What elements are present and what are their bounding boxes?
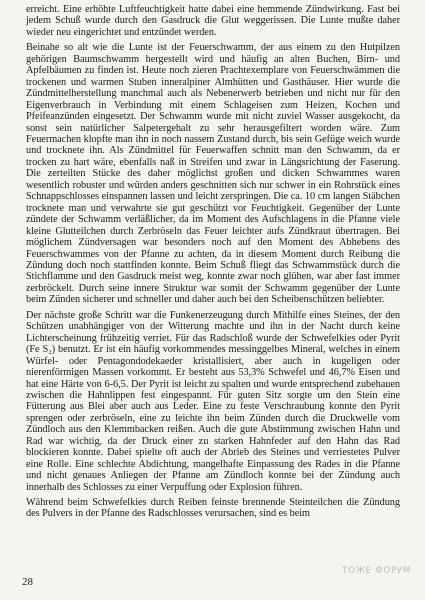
paragraph-schwefelkies: Während beim Schwefelkies durch Reiben feinste brennende Steinteilchen die Zündung des Pulvers in der Pfanne des Radschlosses verursachen, sind es beim <box>26 497 400 520</box>
forum-watermark <box>245 538 415 598</box>
page-number: 28 <box>22 576 33 588</box>
watermark-text: ТОЖЕ ФОРУМ <box>342 566 411 576</box>
paragraph-feuerschwamm: Beinahe so alt wie die Lunte ist der Feuerschwamm, der aus einem zu den Hutpilzen gehörigen Baumschwamm hergestellt wird und häufig an alten Buchen, Birn- und Apfelbäumen zu finden ist. Heute noch zieren Prachtexemplare von Feuerschwämmen die trockenen und warmen Stuben inneralpiner Almhütten und Gasthäuser. Hier wurde die Zündmittelherstellung manchmal auch als Nebenerwerb betrieben und nicht nur für den Eigenverbrauch in Verbindung mit einem Schlageisen zum Heizen, Kochen und Pfeifeanzünden eingesetzt. Der Schwamm wurde mit nicht zuviel Wasser ausgekocht, da sonst sein natürlicher Salpetergehalt zu sehr herausgefiltert worden wäre. Zum Feuermachen klopfte man ihn in noch nassem Zustand durch, bis sein Gefüge weich wurde und trocknete ihn. Als Zündmittel für Feuerwaffen schnitt man den Schwamm, da er trocken zu hart wäre, ebenfalls naß in Streifen und zwar in Längsrichtung der Faserung. Die zerteilten Stücke des daher möglichst großen und dicken Schwammes waren wesentlich robuster und würden anders geschnitten sich nur schwer in ein Rohrstück eines Schnappschlosses einspannen lassen und leicht zerspringen. Die ca. 10 cm langen Stäbchen trocknete man und verwahrte sie gut geschützt vor Feuchtigkeit. Gegenüber der Lunte zündete der Schwamm verläßlicher, da im Moment des Aufschlagens in die Pfanne viele kleine Glutteilchen durch Zerbröseln das Feuer leichter aufs Zündkraut übertragen. Bei möglichem Zündversagen war besonders noch auf den Moment des Abhebens des Feuerschwammes von der Pfanne zu achten, da in diesem Moment durch Reibung die Zündung doch noch stattfinden konnte. Beim Schuß fliegt das Schwammstück durch die Stichflamme und den Gasdruck meist weg, konnte zwar noch glühen, war aber fast immer zerbröckelt. Durch seine innere Struktur war somit der Schwamm gegenüber der Lunte beim Zünden sicherer und schneller und daher auch bei den Scheibenschützen beliebter. <box>26 42 400 306</box>
paragraph-lunte-end: erreicht. Eine erhöhte Luftfeuchtigkeit hatte dabei eine hemmende Zündwirkung. Fast bei jedem Schuß wurde durch den Gasdruck die Glut weggerissen. Die Lunte mußte daher wieder neu eingerichtet und entzündet werden. <box>26 4 400 38</box>
body-text <box>26 4 400 524</box>
paragraph-pyrit: Der nächste große Schritt war die Funkenerzeugung durch Mithilfe eines Steines, der den Schützen unabhängiger von der Witterung machte und ihn in der Nacht durch keine Lichterscheinung frühzeitig verriet. Für das Radschloß wurde der Schwefelkies oder Pyrit (Fe S₂) benutzt. Er ist ein häufig vorkommendes messinggelbes Mineral, welches in einem Würfel- oder Pentagondodekaeder kristallisiert, aber auch in kugeligen oder nierenförmigen Massen vorkommt. Er besteht aus 53,3% Schwefel und 46,7% Eisen und hat eine Härte von 6-6,5. Der Pyrit ist leicht zu spalten und wurde entsprechend zubehauen zwischen die Hahnlippen fest eingespannt. Für guten Sitz sorgte um den Stein eine Fütterung aus Blei aber auch aus Leder. Eine zu feste Verschraubung konnte den Pyrit sprengen oder zerbröseln, eine zu leichte ihn beim Zünden durch die Druckwelle vom Zündloch aus den Klemmbacken reißen. Auch die gute Abstimmung zwischen Hahn und Rad war wichtig, da der Druck einer zu starken Hahnfeder auf den Hahn das Rad blockieren konnte. Dabei spielte oft auch der Abrieb des Steines und verriestetes Pulver eine Rolle. Eine schlechte Abdichtung, mangelhafte Einpassung des Rades in die Pfanne und nicht genaues Anliegen der Pfanne am Zündloch konnte bei der Zündung auch innerhalb des Schlosses zu einer Verpuffung oder Explosion führen. <box>26 309 400 493</box>
